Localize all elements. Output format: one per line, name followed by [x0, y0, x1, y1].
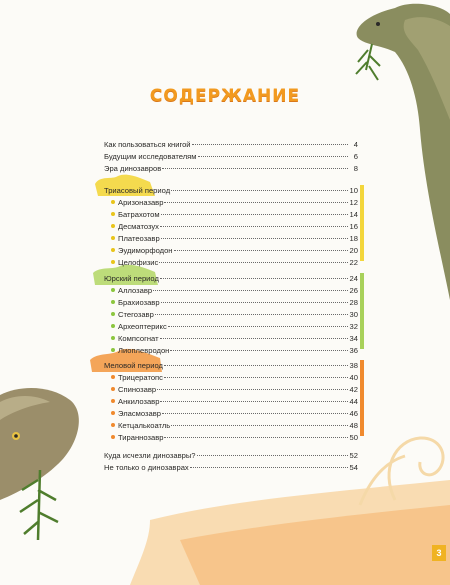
- toc-entry-label: Не только о динозаврах: [104, 463, 189, 472]
- toc-entry-label: Эра динозавров: [104, 164, 162, 173]
- toc-entry-page: 20: [349, 246, 358, 255]
- bullet-icon: [111, 336, 115, 340]
- bullet-icon: [111, 236, 115, 240]
- toc-entry-page: 52: [349, 451, 358, 460]
- toc-dot-leader: [160, 278, 348, 279]
- orange-brush-decoration: [130, 480, 450, 585]
- toc-entry-label: Спинозавр: [118, 385, 157, 394]
- toc-entry-page: 42: [349, 385, 358, 394]
- bullet-icon: [111, 411, 115, 415]
- toc-entry-label: Будущим исследователям: [104, 152, 197, 161]
- toc-dot-leader: [161, 214, 348, 215]
- toc-entry-page: 28: [349, 298, 358, 307]
- toc-dot-leader: [162, 168, 348, 169]
- bullet-icon: [111, 224, 115, 228]
- toc-entry-label: Аризоназавр: [118, 198, 164, 207]
- dinosaur-head-illustration: [0, 388, 79, 540]
- toc-dot-leader: [171, 425, 348, 426]
- toc-entry-label: Анкилозавр: [118, 397, 160, 406]
- toc-dot-leader: [190, 467, 348, 468]
- toc-entry-page: 8: [353, 164, 358, 173]
- toc-dot-leader: [170, 350, 348, 351]
- toc-entry-label: Лиоплевродон: [118, 346, 170, 355]
- toc-entry-page: 50: [349, 433, 358, 442]
- toc-dot-leader: [161, 238, 348, 239]
- toc-entry-label: Куда исчезли динозавры?: [104, 451, 196, 460]
- bullet-icon: [111, 288, 115, 292]
- toc-dot-leader: [168, 326, 348, 327]
- toc-entry-page: 16: [349, 222, 358, 231]
- toc-entry-label: Аллозавр: [118, 286, 153, 295]
- toc-section-label: Триасовый период: [104, 186, 171, 195]
- toc-entry-page: 32: [349, 322, 358, 331]
- toc-entry[interactable]: [111, 431, 358, 444]
- toc-dot-leader: [174, 250, 349, 251]
- toc-section-page: 38: [349, 361, 358, 370]
- triassic-color-bar: [360, 185, 364, 261]
- page-number-badge: 3: [432, 545, 446, 561]
- toc-dot-leader: [197, 455, 348, 456]
- bullet-icon: [111, 300, 115, 304]
- toc-dot-leader: [155, 314, 348, 315]
- toc-dot-leader: [164, 365, 348, 366]
- toc-dot-leader: [164, 202, 348, 203]
- toc-entry-label: Трицератопс: [118, 373, 163, 382]
- toc-dot-leader: [164, 377, 348, 378]
- toc-entry-page: 22: [349, 258, 358, 267]
- bullet-icon: [111, 324, 115, 328]
- brachiosaurus-illustration: [356, 4, 450, 300]
- toc-entry[interactable]: [111, 344, 358, 357]
- toc-entry-label: Тираннозавр: [118, 433, 164, 442]
- toc-dot-leader: [160, 401, 348, 402]
- toc-entry-label: Компсогнат: [118, 334, 159, 343]
- cretaceous-color-bar: [360, 360, 364, 436]
- toc-dot-leader: [198, 156, 348, 157]
- toc-entry-page: 34: [349, 334, 358, 343]
- bullet-icon: [111, 212, 115, 216]
- toc-dot-leader: [159, 262, 348, 263]
- toc-entry-page: 18: [349, 234, 358, 243]
- bullet-icon: [111, 399, 115, 403]
- toc-dot-leader: [171, 190, 348, 191]
- toc-dot-leader: [161, 302, 348, 303]
- toc-entry-page: 30: [349, 310, 358, 319]
- toc-dot-leader: [164, 437, 348, 438]
- bullet-icon: [111, 423, 115, 427]
- toc-entry-page: 4: [353, 140, 358, 149]
- bullet-icon: [111, 248, 115, 252]
- toc-dot-leader: [162, 413, 348, 414]
- toc-dot-leader: [157, 389, 348, 390]
- toc-dot-leader: [160, 338, 348, 339]
- toc-entry-page: 36: [349, 346, 358, 355]
- toc-dot-leader: [153, 290, 348, 291]
- toc-entry-page: 54: [349, 463, 358, 472]
- toc-entry-label: Эудиморфодон: [118, 246, 173, 255]
- bullet-icon: [111, 435, 115, 439]
- bullet-icon: [111, 312, 115, 316]
- toc-entry-page: 6: [353, 152, 358, 161]
- toc-entry[interactable]: [104, 461, 358, 474]
- toc-section-page: 10: [349, 186, 358, 195]
- bullet-icon: [111, 200, 115, 204]
- toc-section-page: 24: [349, 274, 358, 283]
- toc-entry-label: Платеозавр: [118, 234, 160, 243]
- jurassic-color-bar: [360, 273, 364, 349]
- toc-dot-leader: [160, 226, 348, 227]
- toc-section-label: Меловой период: [104, 361, 163, 370]
- bullet-icon: [111, 260, 115, 264]
- toc-entry-page: 12: [349, 198, 358, 207]
- toc-dot-leader: [192, 144, 348, 145]
- toc-entry-page: 40: [349, 373, 358, 382]
- toc-entry-label: Целофизис: [118, 258, 159, 267]
- toc-entry-label: Десматозух: [118, 222, 159, 231]
- toc-entry-label: Археоптерикс: [118, 322, 167, 331]
- toc-entry-label: Батрахотом: [118, 210, 160, 219]
- page-title: СОДЕРЖАНИЕ: [149, 86, 301, 106]
- toc-entry-label: Эласмозавр: [118, 409, 161, 418]
- toc-entry[interactable]: [104, 162, 358, 175]
- toc-entry[interactable]: [111, 256, 358, 269]
- toc-entry-page: 44: [349, 397, 358, 406]
- toc-entry-label: Как пользоваться книгой: [104, 140, 191, 149]
- toc-section-label: Юрский период: [104, 274, 159, 283]
- toc-entry-label: Кетцалькоатль: [118, 421, 171, 430]
- bullet-icon: [111, 348, 115, 352]
- bullet-icon: [111, 387, 115, 391]
- toc-entry-label: Стегозавр: [118, 310, 154, 319]
- toc-entry-label: Брахиозавр: [118, 298, 160, 307]
- toc-entry-page: 14: [349, 210, 358, 219]
- toc-entry-page: 46: [349, 409, 358, 418]
- toc-entry-page: 26: [349, 286, 358, 295]
- toc-entry-page: 48: [349, 421, 358, 430]
- bullet-icon: [111, 375, 115, 379]
